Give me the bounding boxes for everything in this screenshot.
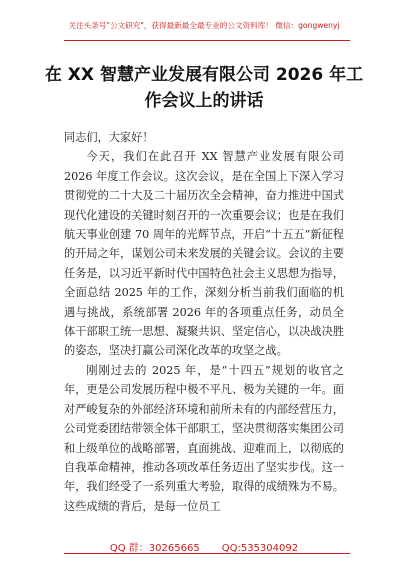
header-divider: [64, 40, 350, 41]
paragraph: 刚刚过去的 2025 年，是“十四五”规划的收官之年，更是公司发展历程中极不平凡、极为关键的一年。面对严峻复杂的外部经济环境和前所未有的内部经营压力，公司党委团结带领全体干部职工，坚决贯彻落实集团公司和上级单位的战略部署，直面挑战、迎难而上，以彻底的自我革命精神，推动各项改革任务迈出了坚实步伐。这一年，我们经受了一系列重大考验，取得的成绩殊为不易。这些成绩的背后，是每一位员工: [64, 363, 344, 513]
footer-qq: QQ:535304092: [221, 543, 299, 554]
title-line-1: 在 XX 智慧产业发展有限公司 2026 年工: [44, 65, 364, 85]
paragraph: 今天，我们在此召开 XX 智慧产业发展有限公司 2026 年度工作会议。这次会议，是在全国上下深入学习贯彻党的二十大及二十届历次全会精神，奋力推进中国式现代化建设的关键时刻召开的一次重要会议；也是在我们航天事业创建 70 周年的光辉节点，开启“十五五”新征程的开局之年，谋划公司未来发展的关键会议。会议的主要任务是，以习近平新时代中国特色社会主义思想为指导，全面总结 2025 年的工作，深刻分析当前我们面临的机遇与挑战，系统部署 2026 年的各项重点任务，动员全体干部职工统一思想、凝聚共识、坚定信心，以决战决胜的姿态，坚决打赢公司深化改革的攻坚之战。: [64, 150, 344, 358]
title-line-2: 作会议上的讲话: [144, 91, 264, 111]
salutation: 同志们，大家好！: [64, 131, 154, 144]
footer-qq-group: QQ 群：30265665: [109, 543, 200, 554]
footer-contact: [0, 539, 408, 554]
header-banner: 关注头条号"公文研究"，获得最新最全最专业的公文资料库！ 微信：gongwenyj: [68, 21, 340, 30]
footer-divider: [64, 553, 350, 554]
document-title: [40, 62, 368, 114]
document-body: [64, 128, 344, 516]
